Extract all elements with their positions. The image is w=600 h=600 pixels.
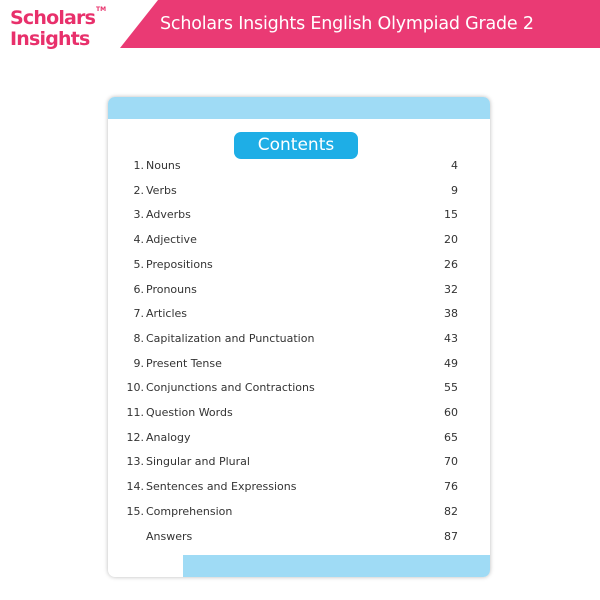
toc-number: 5. [133,257,144,271]
toc-row [108,455,490,480]
toc-row [108,480,490,505]
toc-number: 12. [126,430,144,444]
toc-title: Capitalization and Punctuation [146,331,315,345]
toc-title: Analogy [146,430,191,444]
toc-row [108,530,490,555]
toc-page-number: 82 [444,504,458,518]
toc-row [108,258,490,283]
toc-title: Adjective [146,233,197,247]
toc-page-number: 55 [444,381,458,395]
toc-title: Conjunctions and Contractions [146,381,315,395]
toc-page-number: 60 [444,406,458,419]
toc-page-number: 49 [444,356,458,370]
toc-title: Adverbs [146,208,191,222]
toc-number: 10. [126,381,144,395]
toc-number: 13. [126,455,144,469]
contents-card [108,97,490,577]
toc-number: 6. [133,282,144,296]
toc-page-number: 65 [444,430,458,444]
toc-row [108,357,490,382]
brand-logo [10,6,110,56]
card-top-bar [108,97,490,119]
toc-page-number: 76 [444,480,458,494]
toc-row [108,505,490,530]
toc-title: Sentences and Expressions [146,480,297,494]
toc-number: 2. [133,183,144,197]
toc-title: Comprehension [146,504,233,518]
toc-row [108,208,490,233]
toc-page-number: 70 [444,455,458,469]
toc-title: Articles [146,307,188,321]
toc-page-number: 15 [444,208,458,222]
toc-number: 15. [126,504,144,518]
toc-row [108,283,490,308]
toc-title: Singular and Plural [146,455,250,469]
toc-page-number: 20 [444,233,458,247]
toc-number: 9. [133,356,144,370]
toc-row [108,159,490,184]
logo-text-line1: Scholars [10,7,96,29]
toc-row [108,332,490,357]
page-title: Scholars Insights English Olympiad Grade 2 [160,14,534,34]
toc-number: 3. [133,208,144,222]
toc-page-number: 4 [451,159,458,172]
toc-number: 1. [133,159,144,172]
toc-number: 7. [133,307,144,321]
toc-row [108,406,490,431]
toc-title: Pronouns [146,282,197,296]
logo-trademark: TM [96,6,107,13]
toc-row [108,184,490,209]
toc-row [108,307,490,332]
logo-text-line2: Insights [10,28,90,50]
card-bottom-bar [183,555,490,577]
toc-row [108,233,490,258]
toc-page-number: 9 [451,183,458,197]
toc-number: 11. [126,406,144,419]
contents-heading: Contents [234,132,358,159]
toc-title: Nouns [146,159,181,172]
toc-title: Verbs [146,183,177,197]
toc-number: 4. [133,233,144,247]
toc-title: Prepositions [146,257,213,271]
toc-page-number: 87 [444,529,458,543]
toc-row [108,431,490,456]
toc-number: 8. [133,331,144,345]
toc-title: Answers [146,529,193,543]
toc-page-number: 32 [444,282,458,296]
toc-row [108,381,490,406]
toc-page-number: 26 [444,257,458,271]
toc-page-number: 43 [444,331,458,345]
toc-number: 14. [126,480,144,494]
toc-page-number: 38 [444,307,458,321]
toc-title: Present Tense [146,356,222,370]
toc-title: Question Words [146,406,233,419]
